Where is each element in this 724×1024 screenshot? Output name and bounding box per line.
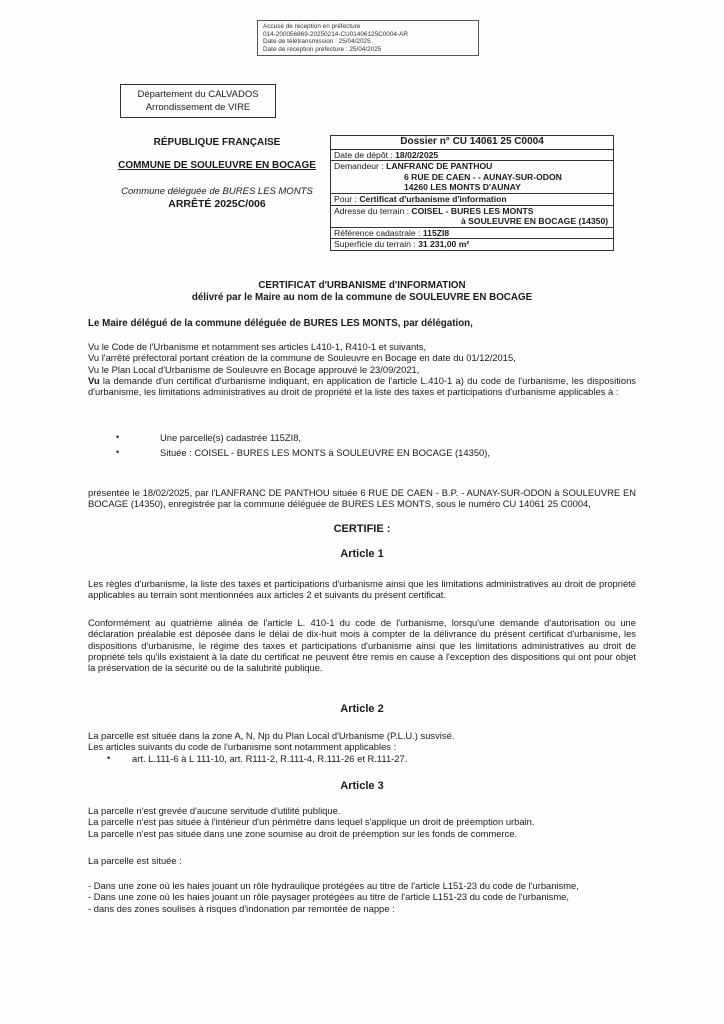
visa-demande-label: Vu: [88, 374, 100, 386]
reference-row: [331, 227, 613, 239]
article-3-risque-nappe: - dans des zones soulises à risques d'indonation par remontée de nappe :: [88, 902, 395, 914]
bullet-icon: •: [116, 447, 120, 457]
parcel-bullet-2: [116, 447, 630, 458]
certifie-heading: CERTIFIE :: [333, 523, 391, 535]
bullet-icon: •: [116, 432, 120, 442]
article-1-title: Article 1: [340, 548, 384, 560]
certificat-title: CERTIFICAT d'URBANISME d'INFORMATION: [258, 280, 466, 291]
arrondissement-name: Arrondissement de VIRE: [145, 102, 251, 113]
article-3-haies-hydrauliques: - Dans une zone où les haies jouant un rôle hydraulique protégées au titre de l'article L151-23 du code de l'urbanisme,: [88, 880, 579, 891]
article-2-bullet: [107, 753, 632, 764]
article-2-zone: La parcelle est située dans la zone A, N, Np du Plan Local d'Urbanisme (P.L.U.) susvisé.: [88, 730, 455, 741]
parcel-bullet-1-text: Une parcelle(s) cadastrée 115ZI8,: [160, 432, 302, 443]
superficie-label: Superficie du terrain :: [334, 239, 419, 250]
demandeur-row: [331, 160, 613, 193]
article-2-bullet-text: art. L.111-6 à L 111-10, art. R111-2, R.111-4, R.111-26 et R.111-27.: [132, 753, 408, 764]
parcel-bullet-1: [116, 432, 630, 443]
adresse-line-2: à SOULEUVRE EN BOCAGE (14350): [461, 216, 609, 227]
reference-label: Référence cadastrale :: [334, 227, 423, 238]
stamp-line: Date de télétransmission : 25/04/2025: [263, 38, 371, 45]
visa-demande-text: la demande d'un certificat d'urbanisme indiquant, en application de l'article L.410-1 a) du code de l'urbanisme, les dispositions d'urbanisme, les limitations administratives au droit de propriété et la liste des taxes et participations d'urbanisme applicables à :: [88, 374, 636, 398]
stamp-line: Date de réception préfecture : 25/04/2025: [263, 45, 382, 53]
article-3-haies-paysageres: - Dans une zone où les haies jouant un rôle paysager protégées au titre de l'article L151-23 du code de l'urbanisme,: [88, 891, 569, 903]
reception-stamp: [257, 20, 479, 56]
date-depot-label: Date de dépôt :: [334, 149, 396, 160]
visas-block: [88, 341, 636, 397]
article-3-title: Article 3: [340, 780, 384, 792]
visa-arrete-prefectoral: Vu l'arrêté préfectoral portant création de la commune de Souleuvre en Bocage en date du 01/12/2015,: [88, 352, 516, 364]
visa-demande: [88, 375, 636, 398]
article-2-title: Article 2: [340, 703, 384, 715]
visa-code-urbanisme: Vu le Code de l'Urbanisme et notamment ses articles L410-1, R410-1 et suivants,: [88, 341, 427, 352]
adresse-line-1: COISEL - BURES LES MONTS: [411, 205, 534, 216]
adresse-label: Adresse du terrain :: [334, 205, 412, 216]
dossier-number: Dossier n° CU 14061 25 C0004: [400, 136, 544, 147]
bullet-icon: •: [107, 753, 111, 763]
demandeur-address-2: 14260 LES MONTS D'AUNAY: [404, 182, 521, 193]
article-3-details: [88, 880, 636, 914]
demandeur-address-1: 6 RUE DE CAEN - - AUNAY-SUR-ODON: [404, 171, 562, 182]
demandeur-label: Demandeur :: [334, 161, 387, 172]
article-3-block: [88, 805, 636, 839]
stamp-line: 014-200056869-20250214-CU01406125C0004-AR: [263, 30, 408, 38]
article-3-situee: La parcelle est située :: [88, 855, 182, 866]
article-1-paragraph-2: Conformément au quatrième alinéa de l'article L. 410-1 du code de l'urbanisme, lorsqu'une demande d'autorisation ou une déclaration préalable est déposée dans le délai de dix-huit mois à compter de la délivrance du présent certificat d'urbanisme, les dispositions d'urbanisme, le régime des taxes et participations d'urbanisme ainsi que les limitations administratives au droit de propriété tels qu'ils existaient à la date du certificat ne peuvent être remis en cause à l'exception des dispositions qui ont pour objet la préservation de la sécurité ou de la salubrité publique.: [88, 617, 636, 674]
demandeur-name: LANFRANC DE PANTHOU: [386, 161, 493, 172]
date-depot-row: [331, 149, 613, 161]
certificat-subtitle: délivré par le Maire au nom de la commune de SOULEUVRE EN BOCAGE: [191, 292, 533, 303]
stamp-line: Accusé de réception en préfecture: [263, 23, 361, 30]
commune-deleguee: Commune déléguée de BURES LES MONTS: [121, 186, 313, 197]
pour-label: Pour :: [334, 193, 360, 204]
pour-value: Certificat d'urbanisme d'information: [359, 193, 507, 204]
department-name: Département du CALVADOS: [137, 89, 259, 100]
republique-heading: RÉPUBLIQUE FRANÇAISE: [153, 137, 281, 148]
arrete-number: ARRÊTÉ 2025C/006: [168, 198, 266, 210]
superficie-row: [331, 238, 613, 250]
department-box: [120, 84, 276, 118]
date-depot-value: 18/02/2025: [395, 149, 439, 160]
article-3-preemption-commerce: La parcelle n'est pas située dans une zone soumise au droit de préemption sur les fonds de commerce.: [88, 827, 518, 839]
reference-value: 115ZI8: [422, 227, 450, 238]
parcel-bullet-2-text: Située : COISEL - BURES LES MONTS à SOULEUVRE EN BOCAGE (14350),: [160, 447, 490, 458]
article-1-paragraph-1: Les règles d'urbanisme, la liste des taxes et participations d'urbanisme ainsi que les limitations administratives au droit de propriété applicables au terrain sont mentionnées aux articles 2 et suivants du présent certificat.: [88, 578, 636, 601]
visa-plu: Vu le Plan Local d'Urbanisme de Souleuvre en Bocage approuvé le 23/09/2021,: [88, 363, 420, 375]
superficie-value: 31 231,00 m²: [418, 239, 470, 250]
adresse-row: [331, 205, 613, 227]
pour-row: [331, 193, 613, 205]
presentee-paragraph: présentée le 18/02/2025, par l'LANFRANC DE PANTHOU située 6 RUE DE CAEN - B.P. - AUNAY-SUR-ODON à SOULEUVRE EN BOCAGE (14350), enregistrée par la commune déléguée de BURES LES MONTS, sous le numéro CU 14061 25 C0004,: [88, 487, 636, 510]
article-2-block: [88, 730, 636, 753]
maire-delegation: Le Maire délégué de la commune déléguée de BURES LES MONTS, par délégation,: [88, 318, 473, 329]
commune-heading: COMMUNE DE SOULEUVRE EN BOCAGE: [118, 160, 316, 171]
article-3-preemption-urbain: La parcelle n'est pas située à l'intérieur d'un périmètre dans lequel s'applique un droit de préemption urbain.: [88, 816, 535, 828]
article-2-articles: Les articles suivants du code de l'urbanisme sont notamment applicables :: [88, 741, 397, 753]
dossier-box: [330, 135, 614, 251]
article-3-servitude: La parcelle n'est grevée d'aucune servitude d'utilité publique.: [88, 805, 341, 816]
